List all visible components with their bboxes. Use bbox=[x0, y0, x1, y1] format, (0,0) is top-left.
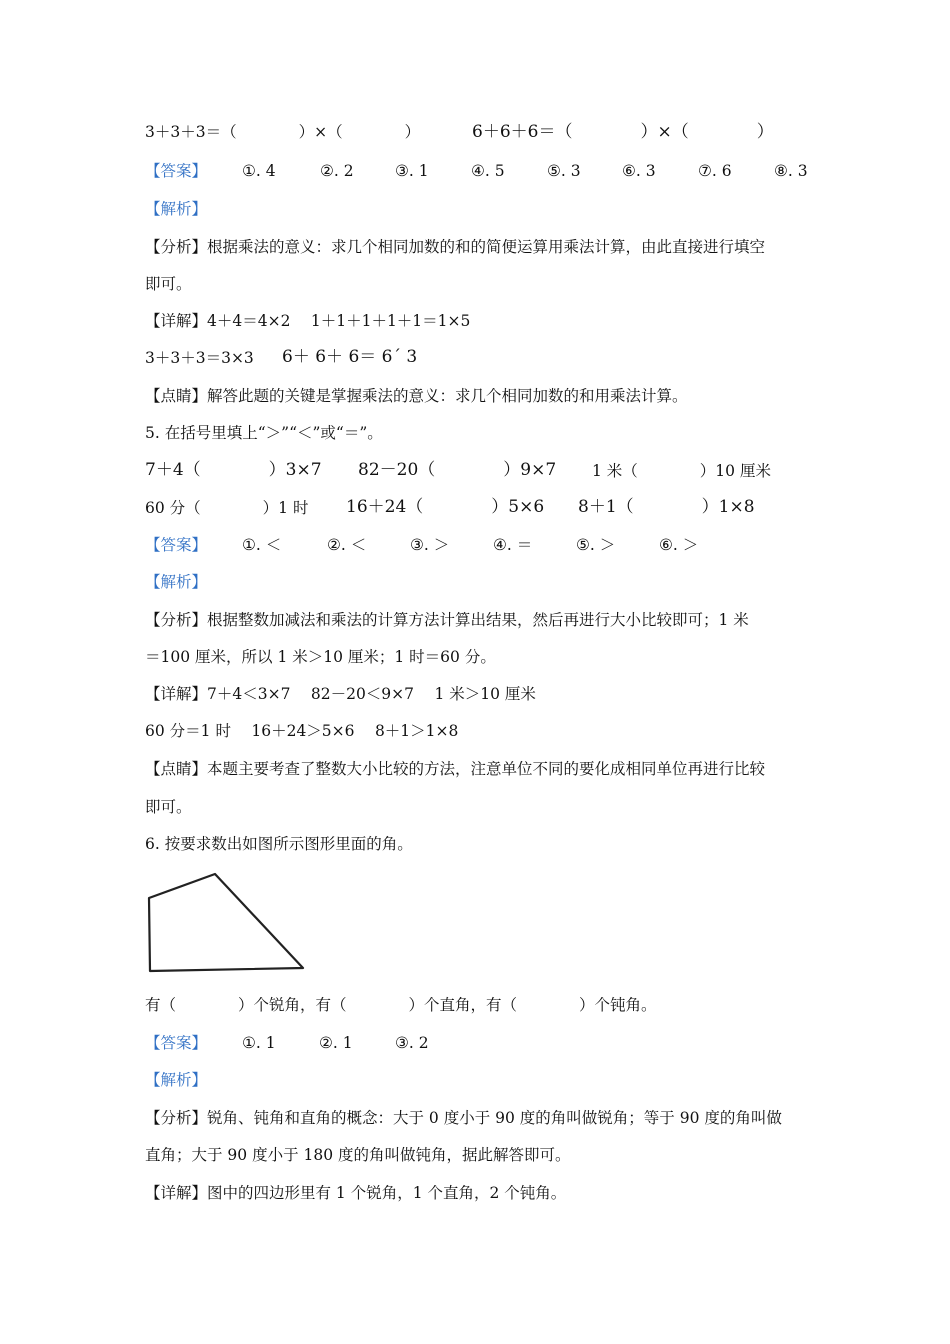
answer-item: ⑤. ＞ bbox=[576, 536, 616, 554]
answer-item: ②. 2 bbox=[320, 162, 354, 180]
q5-fenxi-1: 【分析】根据整数加减法和乘法的计算方法计算出结果，然后再进行大小比较即可；1 米 bbox=[145, 611, 749, 629]
answer-item: ⑦. 6 bbox=[698, 162, 732, 180]
q5-r1c2: 82－20（ ）9×7 bbox=[358, 460, 557, 480]
answer-item: ④. ＝ bbox=[493, 536, 533, 554]
q5-r2c1: 60 分（ ）1 时 bbox=[145, 499, 309, 517]
q4-xiangjie-2b: 6＋ 6＋ 6＝ 6´ 3 bbox=[282, 347, 418, 367]
answer-label: 【答案】 bbox=[145, 162, 208, 180]
q6-fill: 有（ ）个锐角，有（ ）个直角，有（ ）个钝角。 bbox=[145, 996, 657, 1014]
answer-item: ②. ＜ bbox=[327, 536, 367, 554]
q5-fenxi-2: ＝100 厘米，所以 1 米＞10 厘米；1 时＝60 分。 bbox=[145, 648, 496, 666]
answer-label: 【答案】 bbox=[145, 536, 208, 554]
q4-row3-left: 3＋3＋3＝（ ）×（ ） bbox=[145, 123, 421, 141]
q4-row3-right: 6＋6＋6＝（ ）×（ ） bbox=[472, 122, 774, 142]
answer-item: ①. ＜ bbox=[242, 536, 282, 554]
quadrilateral-outline bbox=[149, 874, 303, 971]
q5-title: 5. 在括号里填上“＞”“＜”或“＝”。 bbox=[145, 424, 383, 442]
q5-r1c1: 7＋4（ ）3×7 bbox=[145, 460, 322, 480]
q6-answer-row bbox=[145, 1033, 429, 1053]
q5-r1c3: 1 米（ ）10 厘米 bbox=[592, 462, 771, 480]
q5-r2c3: 8＋1（ ）1×8 bbox=[578, 497, 755, 517]
answer-item: ②. 1 bbox=[319, 1034, 353, 1052]
q6-fenxi-2: 直角；大于 90 度小于 180 度的角叫做钝角，据此解答即可。 bbox=[145, 1146, 571, 1164]
q5-dianjing-2: 即可。 bbox=[145, 798, 192, 816]
q5-dianjing-1: 【点睛】本题主要考查了整数大小比较的方法，注意单位不同的要化成相同单位再进行比较 bbox=[145, 760, 766, 778]
q6-xiangjie: 【详解】图中的四边形里有 1 个锐角，1 个直角，2 个钝角。 bbox=[145, 1184, 567, 1202]
q4-answer-row bbox=[145, 161, 808, 181]
answer-item: ①. 4 bbox=[242, 162, 276, 180]
answer-item: ④. 5 bbox=[471, 162, 505, 180]
q5-xiangjie-2: 60 分＝1 时 16＋24＞5×6 8＋1＞1×8 bbox=[145, 722, 459, 740]
answer-item: ⑥. ＞ bbox=[659, 536, 699, 554]
answer-item: ③. 2 bbox=[395, 1034, 429, 1052]
answer-item: ③. 1 bbox=[395, 162, 429, 180]
q6-title: 6. 按要求数出如图所示图形里面的角。 bbox=[145, 835, 413, 853]
q5-r2c2: 16＋24（ ）5×6 bbox=[346, 497, 545, 517]
q5-xiangjie-1: 【详解】7＋4＜3×7 82－20＜9×7 1 米＞10 厘米 bbox=[145, 685, 536, 703]
answer-item: ⑥. 3 bbox=[622, 162, 656, 180]
q5-answer-row bbox=[145, 535, 699, 555]
answer-item: ⑧. 3 bbox=[774, 162, 808, 180]
q6-fenxi-1: 【分析】锐角、钝角和直角的概念：大于 0 度小于 90 度的角叫做锐角；等于 90 度的角叫做 bbox=[145, 1109, 782, 1127]
jiexi-label: 【解析】 bbox=[145, 200, 208, 218]
quadrilateral-figure bbox=[145, 868, 310, 978]
answer-item: ①. 1 bbox=[242, 1034, 276, 1052]
answer-item: ⑤. 3 bbox=[547, 162, 581, 180]
jiexi-label: 【解析】 bbox=[145, 1071, 208, 1089]
q4-xiangjie-2a: 3＋3＋3＝3×3 bbox=[145, 349, 254, 367]
q4-dianjing: 【点睛】解答此题的关键是掌握乘法的意义：求几个相同加数的和用乘法计算。 bbox=[145, 387, 688, 405]
q4-xiangjie-1: 【详解】4＋4＝4×2 1＋1＋1＋1＋1＝1×5 bbox=[145, 312, 471, 330]
answer-item: ③. ＞ bbox=[410, 536, 450, 554]
q4-fenxi-2: 即可。 bbox=[145, 275, 192, 293]
answer-label: 【答案】 bbox=[145, 1034, 208, 1052]
jiexi-label: 【解析】 bbox=[145, 573, 208, 591]
q4-fenxi-1: 【分析】根据乘法的意义：求几个相同加数的和的简便运算用乘法计算，由此直接进行填空 bbox=[145, 238, 766, 256]
